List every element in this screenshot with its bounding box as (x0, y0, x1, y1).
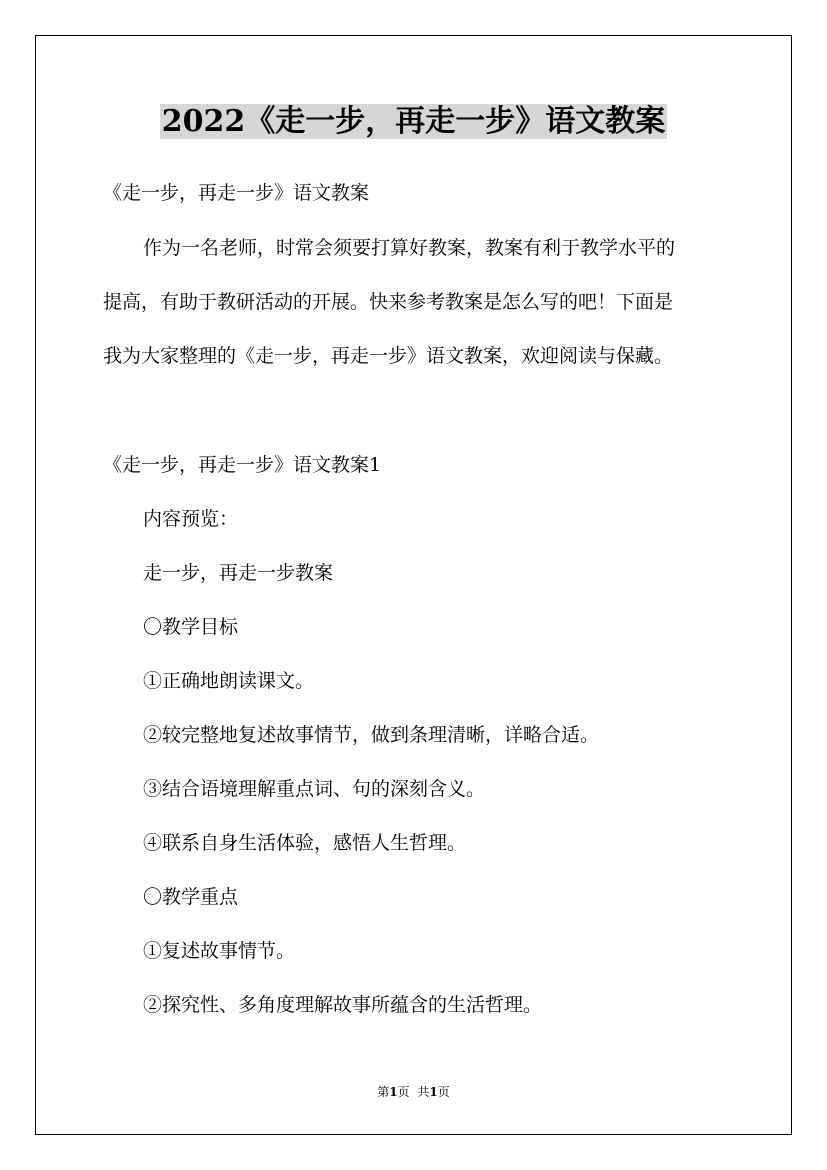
intro-line-3: 我为大家整理的《走一步，再走一步》语文教案，欢迎阅读与保藏。 (103, 345, 674, 367)
list-item: 内容预览： (143, 508, 239, 530)
list-item: ③结合语境理解重点词、句的深刻含义。 (143, 778, 486, 800)
list-item: ②较完整地复述故事情节，做到条理清晰，详略合适。 (143, 724, 600, 746)
document-title (0, 100, 827, 144)
section-heading: 《走一步，再走一步》语文教案1 (103, 454, 382, 476)
footer-total-suffix: 页 (437, 1085, 450, 1099)
document-title-text: 2022《走一步，再走一步》语文教案 (161, 104, 666, 139)
list-item: ①正确地朗读课文。 (143, 670, 315, 692)
footer-page-suffix: 页 (397, 1085, 410, 1099)
list-item: ②探究性、多角度理解故事所蕴含的生活哲理。 (143, 994, 543, 1016)
page-footer (0, 1083, 827, 1101)
list-item: ④联系自身生活体验，感悟人生哲理。 (143, 832, 467, 854)
footer-page-prefix: 第 (377, 1085, 390, 1099)
footer-total-prefix: 共 (417, 1085, 430, 1099)
footer-page-number: 1 (389, 1085, 398, 1099)
intro-line-1: 作为一名老师，时常会须要打算好教案，教案有利于教学水平的 (143, 237, 676, 259)
intro-line-2: 提高，有助于教研活动的开展。快来参考教案是怎么写的吧！下面是 (103, 291, 674, 313)
list-item: 〇教学目标 (143, 616, 239, 638)
document-subtitle: 《走一步，再走一步》语文教案 (103, 182, 370, 204)
list-item: 〇教学重点 (143, 886, 239, 908)
footer-total-number: 1 (429, 1085, 438, 1099)
list-item: 走一步，再走一步教案 (143, 562, 334, 584)
list-item: ①复述故事情节。 (143, 940, 296, 962)
